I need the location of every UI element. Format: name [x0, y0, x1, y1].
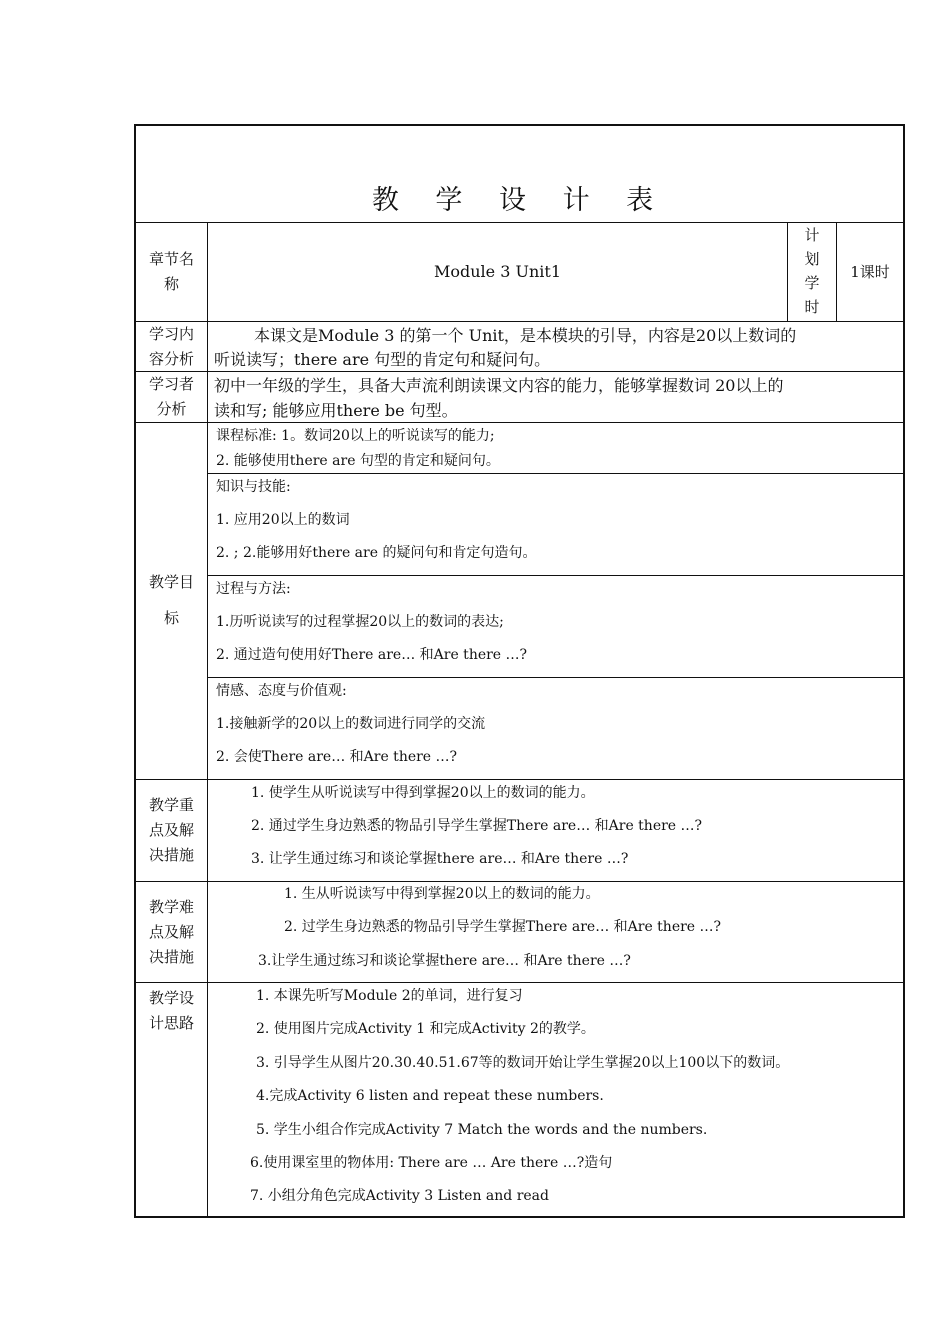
- emotion-line: 1.接触新学的20以上的数词进行同学的交流: [216, 716, 486, 732]
- sub-row-divider: [207, 575, 903, 576]
- page-title: 教 学 设 计 表: [371, 185, 668, 216]
- difficulty-item: 3.让学生通过练习和谈论掌握there are… 和Are there …?: [258, 953, 631, 969]
- row-divider: [136, 982, 903, 983]
- design-label: [136, 986, 207, 1036]
- label-line: 容分析: [148, 350, 194, 368]
- lesson-plan-table: [134, 124, 905, 1218]
- sub-row-divider: [207, 677, 903, 678]
- key-point-item: 3. 让学生通过练习和谈论掌握there are… 和Are there …?: [251, 851, 629, 867]
- key-point-item: 1. 使学生从听说读写中得到掌握20以上的数词的能力。: [251, 785, 595, 801]
- sub-row-divider: [207, 473, 903, 474]
- label-line: 分析: [156, 400, 187, 418]
- label-line: 计思路: [148, 1014, 194, 1032]
- label-line: 教学重: [148, 796, 194, 814]
- difficulty-item: 2. 过学生身边熟悉的物品引导学生掌握There are… 和Are there …?: [284, 919, 722, 935]
- content-analysis-line: 听说读写；there are 句型的肯定句和疑问句。: [214, 350, 551, 369]
- design-item: 6.使用课室里的物体用: There are … Are there …?造句: [250, 1155, 613, 1171]
- chapter-label: [136, 247, 207, 297]
- chapter-value: Module 3 Unit1: [433, 262, 561, 281]
- row-divider: [136, 881, 903, 882]
- content-analysis-label: [136, 322, 207, 372]
- design-item: 4.完成Activity 6 listen and repeat these numbers.: [256, 1088, 604, 1104]
- content-analysis-line: 本课文是Module 3 的第一个 Unit，是本模块的引导，内容是20以上数词的: [254, 326, 797, 345]
- plan-label-char: 计: [804, 226, 820, 244]
- label-line: 教学目: [148, 573, 194, 591]
- learner-analysis-line: 读和写; 能够应用there be 句型。: [214, 401, 458, 420]
- label-line: 教学设: [148, 989, 194, 1007]
- design-item: 3. 引导学生从图片20.30.40.51.67等的数词开始让学生掌握20以上100以下的数词。: [256, 1055, 790, 1071]
- label-line: 点及解: [148, 923, 194, 941]
- key-point-item: 2. 通过学生身边熟悉的物品引导学生掌握There are… 和Are there …?: [251, 818, 703, 834]
- learner-analysis-line: 初中一年级的学生，具备大声流利朗读课文内容的能力，能够掌握数词 20以上的: [214, 376, 784, 395]
- label-line: 教学难: [148, 898, 194, 916]
- knowledge-line: 知识与技能:: [216, 479, 291, 495]
- process-line: 1.历听说读写的过程掌握20以上的数词的表达;: [216, 614, 504, 630]
- objectives-label: [136, 564, 207, 636]
- design-item: 5. 学生小组合作完成Activity 7 Match the words and the numbers.: [256, 1122, 708, 1138]
- label-line: 标: [163, 609, 179, 627]
- difficulties-label: [136, 895, 207, 970]
- learner-analysis-label: [136, 372, 207, 422]
- column-divider: [207, 222, 208, 1216]
- design-item: 1. 本课先听写Module 2的单词，进行复习: [256, 988, 523, 1004]
- difficulty-item: 1. 生从听说读写中得到掌握20以上的数词的能力。: [284, 886, 600, 902]
- process-line: 过程与方法:: [216, 581, 291, 597]
- standard-line: 2. 能够使用there are 句型的肯定和疑问句。: [216, 453, 500, 469]
- label-line: 学习者: [148, 375, 194, 393]
- label-line: 决措施: [148, 846, 194, 864]
- chapter-label-line: 章节名: [148, 250, 194, 268]
- plan-hours-value: 1课时: [850, 263, 890, 281]
- row-divider: [136, 321, 903, 322]
- plan-label-char: 时: [804, 298, 820, 316]
- label-line: 学习内: [148, 325, 194, 343]
- knowledge-line: 1. 应用20以上的数词: [216, 512, 350, 528]
- design-item: 2. 使用图片完成Activity 1 和完成Activity 2的教学。: [256, 1021, 595, 1037]
- design-item: 7. 小组分角色完成Activity 3 Listen and read: [250, 1188, 549, 1204]
- knowledge-line: 2. ; 2.能够用好there are 的疑问句和肯定句造句。: [216, 545, 537, 561]
- plan-hours-label: [788, 223, 836, 319]
- key-points-label: [136, 793, 207, 868]
- plan-label-char: 学: [804, 274, 820, 292]
- standard-line: 课程标准: 1。数词20以上的听说读写的能力;: [216, 428, 495, 444]
- process-line: 2. 通过造句使用好There are… 和Are there …?: [216, 647, 528, 663]
- row-divider: [136, 779, 903, 780]
- label-line: 决措施: [148, 948, 194, 966]
- chapter-label-line: 称: [163, 275, 179, 293]
- emotion-line: 情感、态度与价值观:: [216, 683, 347, 699]
- plan-label-char: 划: [804, 250, 820, 268]
- label-line: 点及解: [148, 821, 194, 839]
- emotion-line: 2. 会使There are… 和Are there …?: [216, 749, 458, 765]
